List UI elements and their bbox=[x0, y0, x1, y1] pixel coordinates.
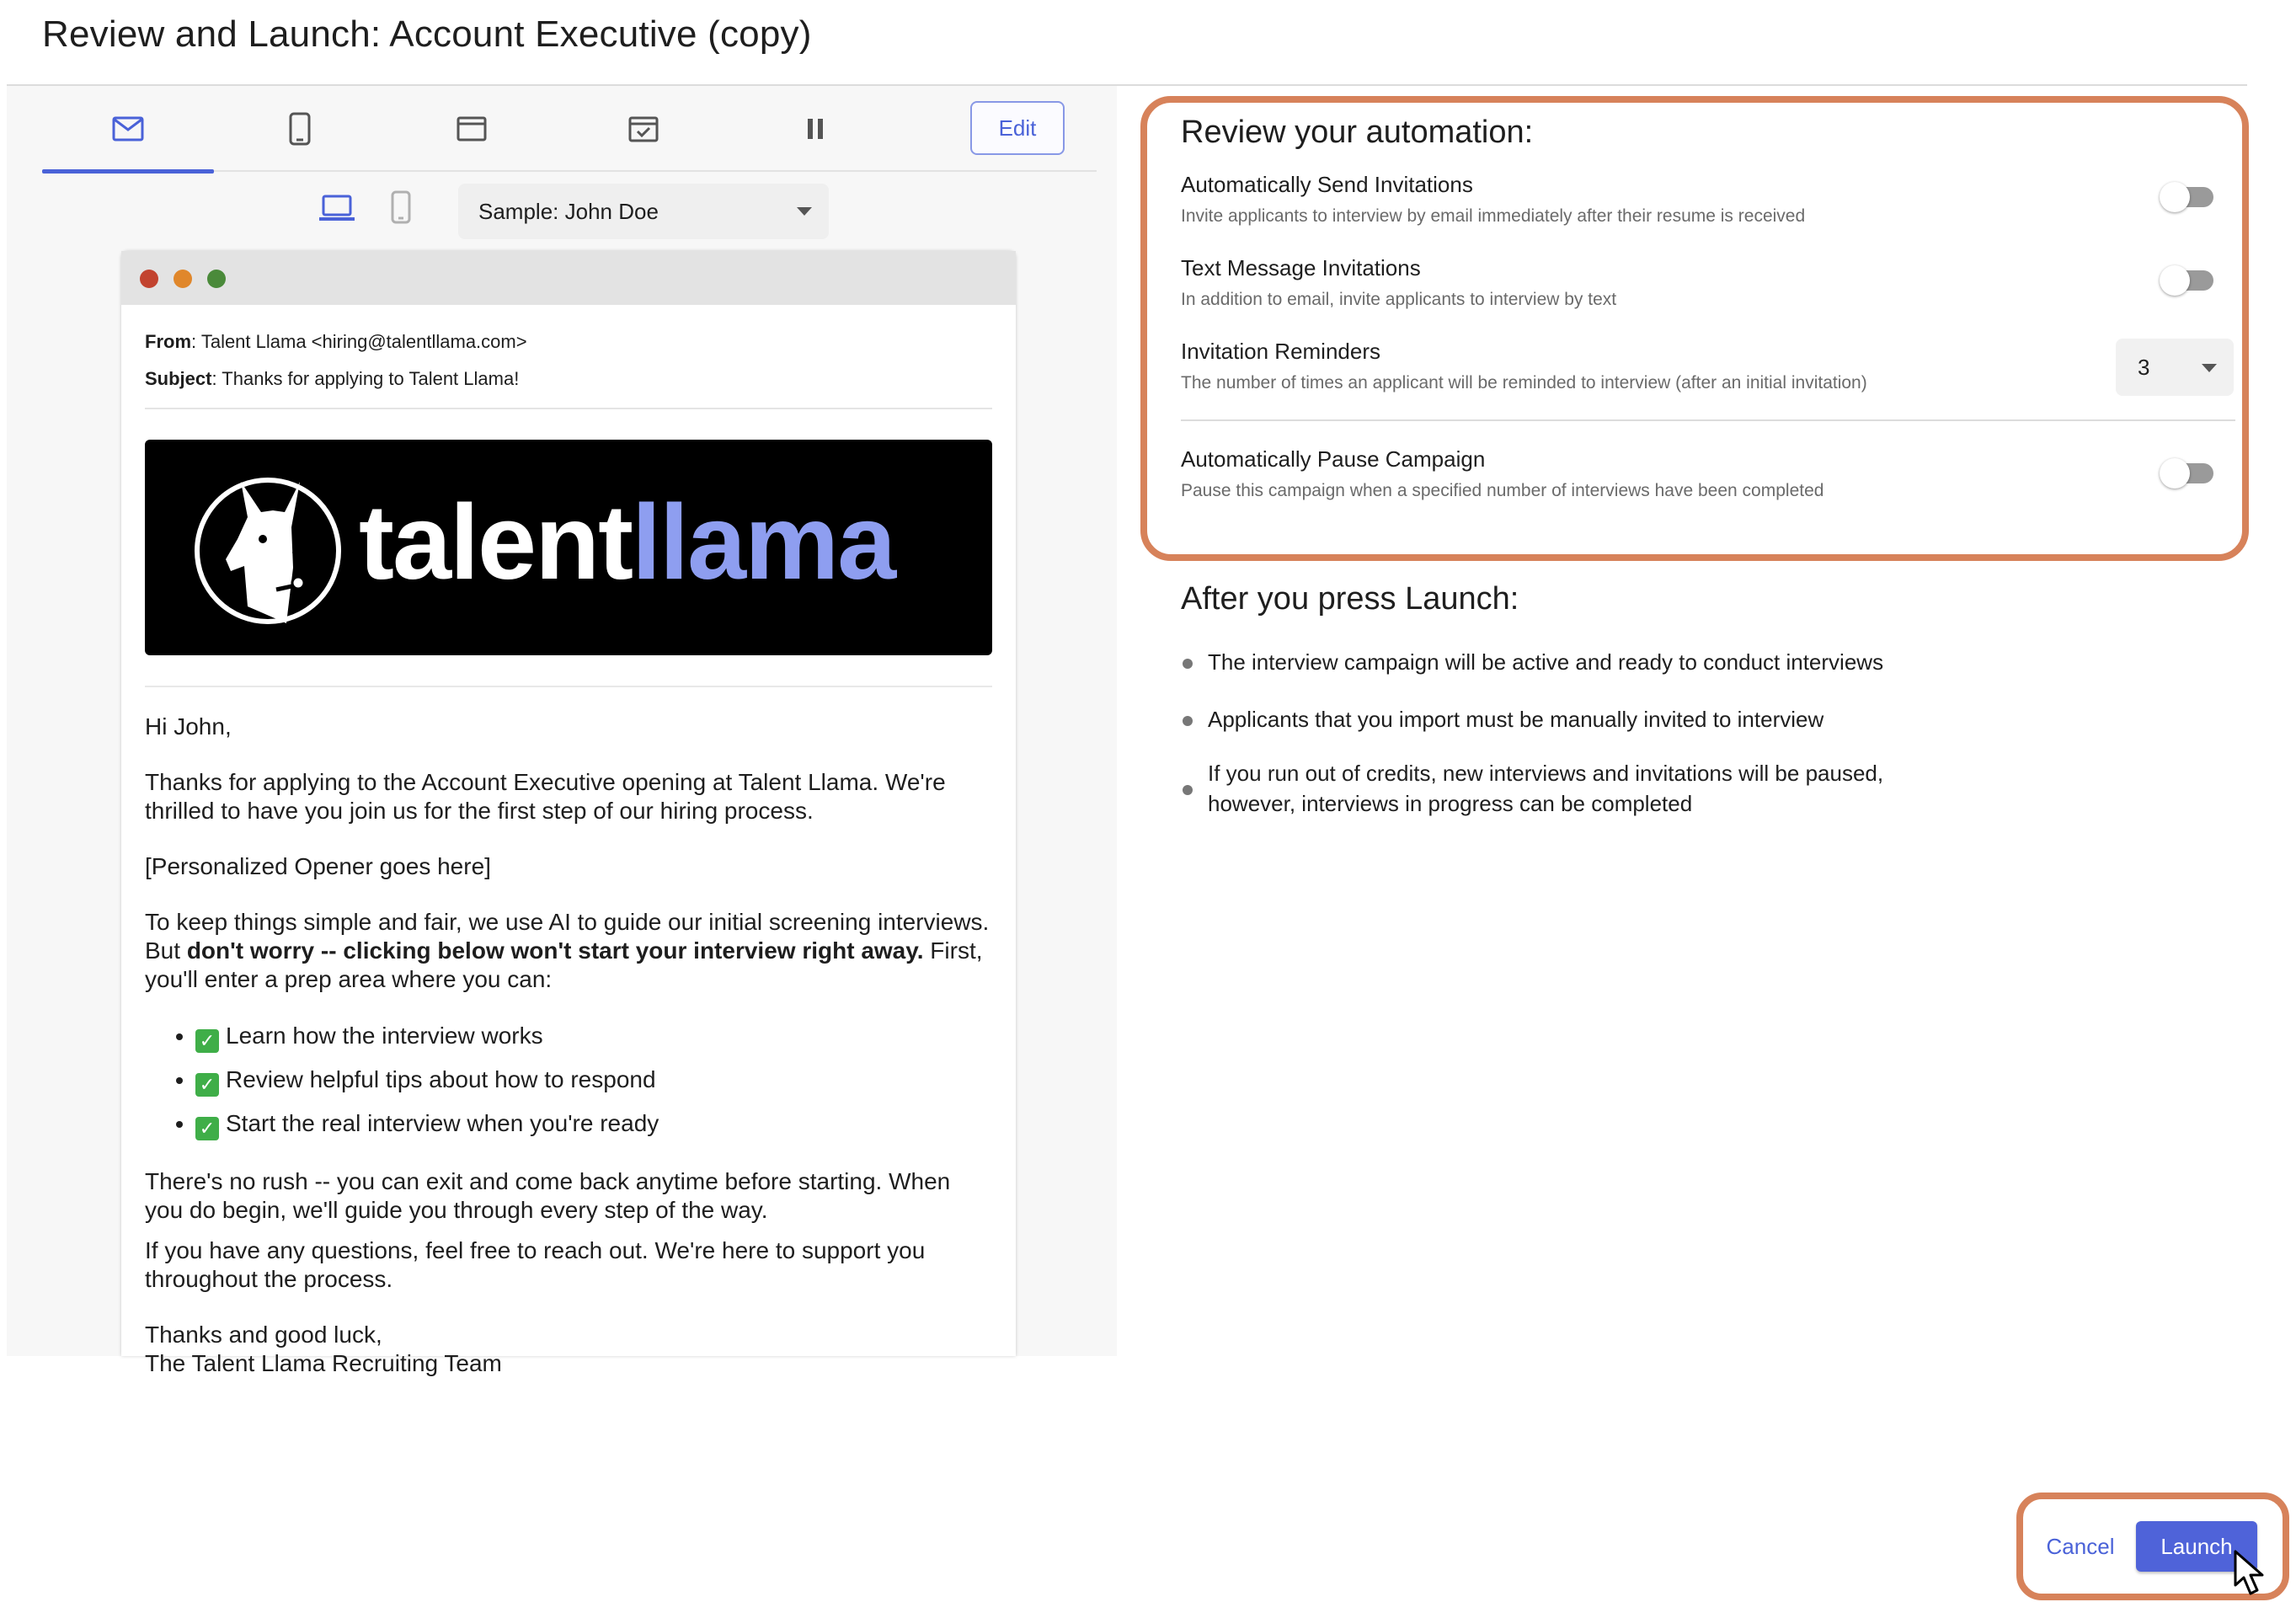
setting-description: Pause this campaign when a specified number of interviews have been completed bbox=[1181, 481, 1824, 500]
mobile-icon bbox=[391, 190, 411, 224]
subject-label: Subject bbox=[145, 368, 212, 389]
checkmark-icon: ✓ bbox=[195, 1073, 219, 1097]
email-bullet-list bbox=[195, 1014, 992, 1145]
list-item bbox=[195, 1058, 992, 1102]
tab-pause[interactable] bbox=[729, 86, 901, 172]
email-paragraph bbox=[145, 908, 992, 994]
setting-invitation-reminders bbox=[1181, 339, 2090, 393]
window-minimize-dot bbox=[174, 270, 192, 288]
laptop-icon bbox=[318, 194, 355, 222]
banner-wordmark bbox=[359, 483, 894, 601]
talentllama-banner bbox=[145, 440, 992, 655]
tab-landing-page[interactable] bbox=[386, 86, 558, 172]
list-item bbox=[195, 1014, 992, 1058]
meta-divider bbox=[145, 408, 992, 409]
from-label: From bbox=[145, 331, 191, 352]
llama-logo-icon bbox=[192, 458, 344, 635]
toggle-knob bbox=[2160, 265, 2190, 296]
launch-button[interactable]: Launch bbox=[2136, 1521, 2257, 1572]
window-chrome bbox=[121, 251, 1016, 305]
checkmark-icon: ✓ bbox=[195, 1117, 219, 1140]
setting-description: The number of times an applicant will be reminded to interview (after an initial invitation) bbox=[1181, 373, 1867, 392]
browser-window-icon bbox=[457, 116, 487, 142]
wordmark-llama: llama bbox=[632, 483, 895, 601]
window-maximize-dot bbox=[207, 270, 226, 288]
window-close-dot bbox=[140, 270, 158, 288]
checkmark-icon: ✓ bbox=[195, 1029, 219, 1053]
setting-title: Automatically Send Invitations bbox=[1181, 172, 1473, 197]
desktop-view-button[interactable] bbox=[318, 194, 355, 227]
page-title: Review and Launch: Account Executive (copy) bbox=[42, 13, 812, 55]
email-paragraph: [Personalized Opener goes here] bbox=[145, 853, 491, 879]
setting-auto-send-invitations bbox=[1181, 172, 2234, 227]
toggle-knob bbox=[2160, 458, 2190, 489]
email-subject bbox=[145, 360, 992, 398]
list-item-text: Start the real interview when you're ready bbox=[226, 1110, 659, 1136]
tab-email[interactable] bbox=[42, 86, 214, 172]
email-paragraph: There's no rush -- you can exit and come back anytime before starting. When you do begin, we'll guide you through every step of the way. bbox=[145, 1168, 951, 1223]
email-paragraph: Thanks for applying to the Account Executive opening at Talent Llama. We're thrilled to have you join us for the first step of our hiring process. bbox=[145, 769, 946, 824]
calendar-check-icon bbox=[628, 115, 659, 142]
list-item-text: Review helpful tips about how to respond bbox=[226, 1066, 656, 1092]
sample-select-value: Sample: John Doe bbox=[478, 198, 659, 224]
list-item bbox=[195, 1102, 992, 1145]
pause-icon bbox=[805, 117, 825, 141]
banner-divider bbox=[145, 686, 992, 687]
mobile-view-button[interactable] bbox=[391, 190, 411, 228]
para3-end: First, you'll enter a prep area where you can: bbox=[145, 937, 983, 992]
mouse-cursor-icon bbox=[2232, 1550, 2269, 1597]
email-from bbox=[145, 323, 992, 360]
list-item-text: Learn how the interview works bbox=[226, 1023, 543, 1049]
subject-value: : Thanks for applying to Talent Llama! bbox=[211, 368, 520, 389]
review-heading: Review your automation: bbox=[1181, 115, 1534, 150]
list-item: Applicants that you import must be manually invited to interview bbox=[1181, 704, 2023, 734]
wordmark-talent: talent bbox=[359, 483, 633, 601]
cancel-button[interactable]: Cancel bbox=[2033, 1521, 2128, 1572]
para3-bold: don't worry -- clicking below won't start your interview right away. bbox=[186, 937, 924, 964]
email-greeting: Hi John, bbox=[145, 713, 232, 740]
tab-completion[interactable] bbox=[558, 86, 729, 172]
settings-divider bbox=[1181, 419, 2235, 421]
setting-auto-pause-campaign bbox=[1181, 446, 2234, 501]
auto-send-invitations-toggle[interactable] bbox=[2163, 187, 2213, 207]
email-preview-window bbox=[121, 251, 1016, 1376]
email-preview-panel bbox=[7, 86, 1117, 1376]
email-signoff: Thanks and good luck, bbox=[145, 1322, 382, 1348]
setting-description: In addition to email, invite applicants to interview by text bbox=[1181, 290, 1617, 309]
email-signature: The Talent Llama Recruiting Team bbox=[145, 1350, 502, 1376]
setting-title: Invitation Reminders bbox=[1181, 339, 1380, 364]
tab-sms[interactable] bbox=[214, 86, 386, 172]
edit-button[interactable]: Edit bbox=[970, 101, 1065, 155]
from-value: : Talent Llama <hiring@talentllama.com> bbox=[191, 331, 527, 352]
reminders-value: 3 bbox=[2138, 354, 2150, 380]
setting-description: Invite applicants to interview by email immediately after their resume is received bbox=[1181, 206, 1806, 226]
phone-icon bbox=[289, 112, 311, 146]
para3-start: To keep things simple and fair, we use AI to guide our initial screening interviews. But bbox=[145, 909, 990, 964]
list-item: If you run out of credits, new interviews and invitations will be paused, however, interviews in progress can be completed bbox=[1181, 758, 1939, 819]
invitation-reminders-select[interactable] bbox=[2116, 339, 2234, 396]
email-body bbox=[145, 713, 992, 1378]
email-icon bbox=[112, 116, 144, 142]
auto-pause-campaign-toggle[interactable] bbox=[2163, 463, 2213, 483]
after-launch-heading: After you press Launch: bbox=[1181, 581, 1519, 617]
after-launch-list bbox=[1181, 642, 2023, 819]
setting-text-message-invitations bbox=[1181, 255, 2234, 310]
list-item: The interview campaign will be active and ready to conduct interviews bbox=[1181, 647, 2023, 677]
chevron-down-icon bbox=[797, 207, 812, 216]
setting-title: Text Message Invitations bbox=[1181, 255, 1421, 280]
setting-title: Automatically Pause Campaign bbox=[1181, 446, 1486, 472]
sample-applicant-select[interactable] bbox=[458, 184, 829, 239]
text-message-invitations-toggle[interactable] bbox=[2163, 270, 2213, 291]
preview-tab-bar bbox=[42, 86, 1097, 172]
chevron-down-icon bbox=[2202, 364, 2217, 372]
toggle-knob bbox=[2160, 182, 2190, 212]
email-paragraph: If you have any questions, feel free to reach out. We're here to support you throughout the process. bbox=[145, 1237, 926, 1292]
